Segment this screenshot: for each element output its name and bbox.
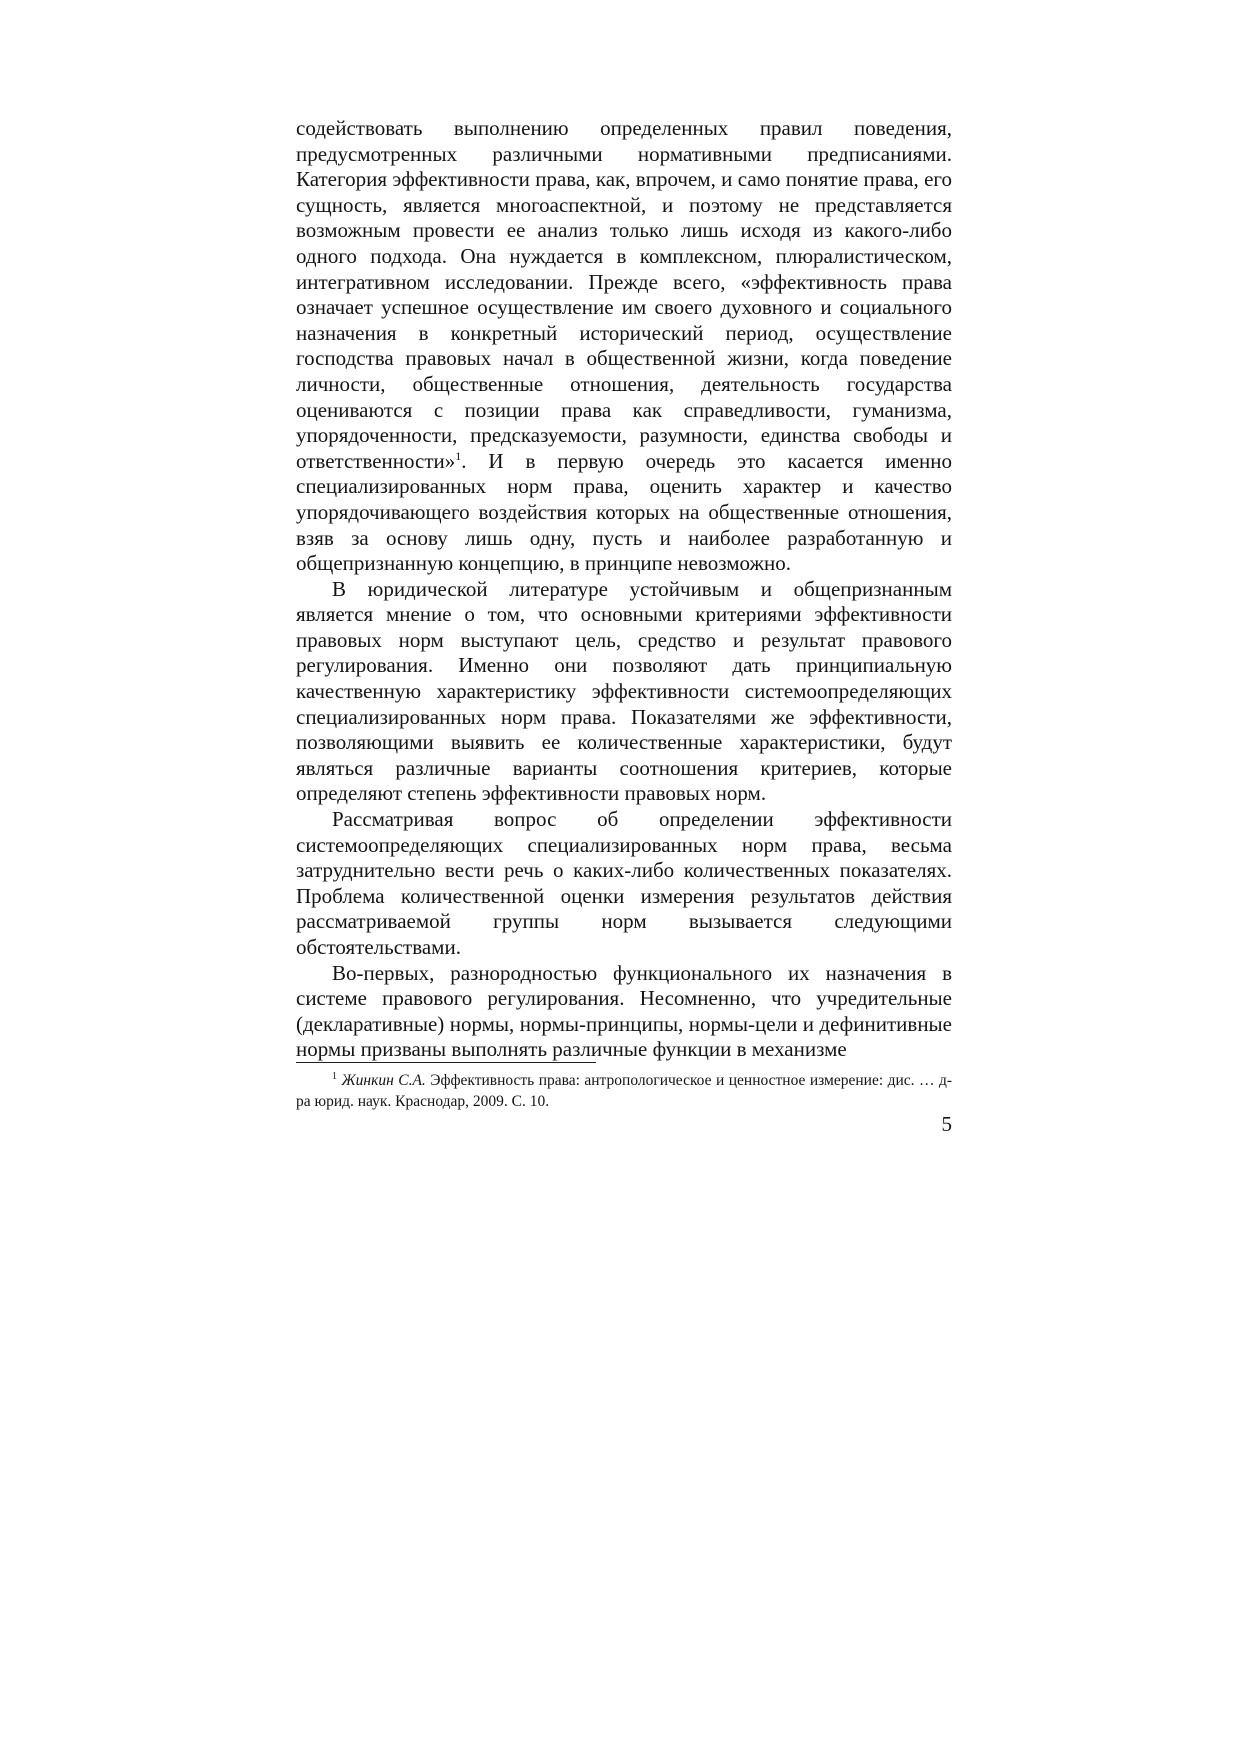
footnote [296,1070,952,1112]
main-text-block [296,116,952,1063]
paragraph-3: Рассматривая вопрос об определении эффективности системоопределяющих специализированных норм права, весьма затруднительно вести речь о каких-либо количественных показателях. Проблема количественной оценки измерения результатов действия рассматриваемой группы норм вызывается следующими обстоятельствами. [296,807,952,959]
paragraph-2: В юридической литературе устойчивым и общепризнанным является мнение о том, что основными критериями эффективности правовых норм выступают цель, средство и результат правового регулирования. Именно они позволяют дать принципиальную качественную характеристику эффективности системоопределяющих специализированных норм права. Показателями же эффективности, позволяющими выявить ее количественные характеристики, будут являться различные варианты соотношения критериев, которые определяют степень эффективности правовых норм. [296,576,952,806]
page-number: 5 [941,1112,952,1136]
paragraph-1 [296,116,952,577]
footnote-text: Эффективность права: антропологическое и ценностное измерение: дис. … д-ра юрид. наук. Краснодар, 2009. С. 10. [296,1072,952,1110]
footnote-divider [296,1062,596,1063]
paragraph-1-continuation: . И в первую очередь это касается именно специализированных норм права, оценить характер и качество упорядочивающего воздействия которых на общественные отношения, взяв за основу лишь одну, пусть и наиболее разработанную и общепризнанную концепцию, в принципе невозможно. [296,448,952,576]
footnote-number: 1 [332,1070,337,1082]
footnote-author: Жинкин С.А. [341,1072,426,1089]
paragraph-4: Во-первых, разнородностью функционального их назначения в системе правового регулирования. Несомненно, что учредительные (декларативные) нормы, нормы-принципы, нормы-цели и дефинитивные нормы призваны выполнять различные функции в механизме [296,960,952,1062]
paragraph-1-text: содействовать выполнению определенных правил поведения, предусмотренных различными нормативными предписаниями. Категория эффективности права, как, впрочем, и само понятие права, его сущность, является многоаспектной, и поэтому не представляется возможным провести ее анализ только лишь исходя из какого-либо одного подхода. Она нуждается в комплексном, плюралистическом, интегративном исследовании. Прежде всего, «эффективность права означает успешное осуществление им своего духовного и социального назначения в конкретный исторический период, осуществление господства правовых начал в общественной жизни, когда поведение личности, общественные отношения, деятельность государства оцениваются с позиции права как справедливости, гуманизма, упорядоченности, предсказуемости, разумности, единства свободы и ответственности» [296,116,952,473]
footnote-reference[interactable]: 1 [455,448,462,463]
